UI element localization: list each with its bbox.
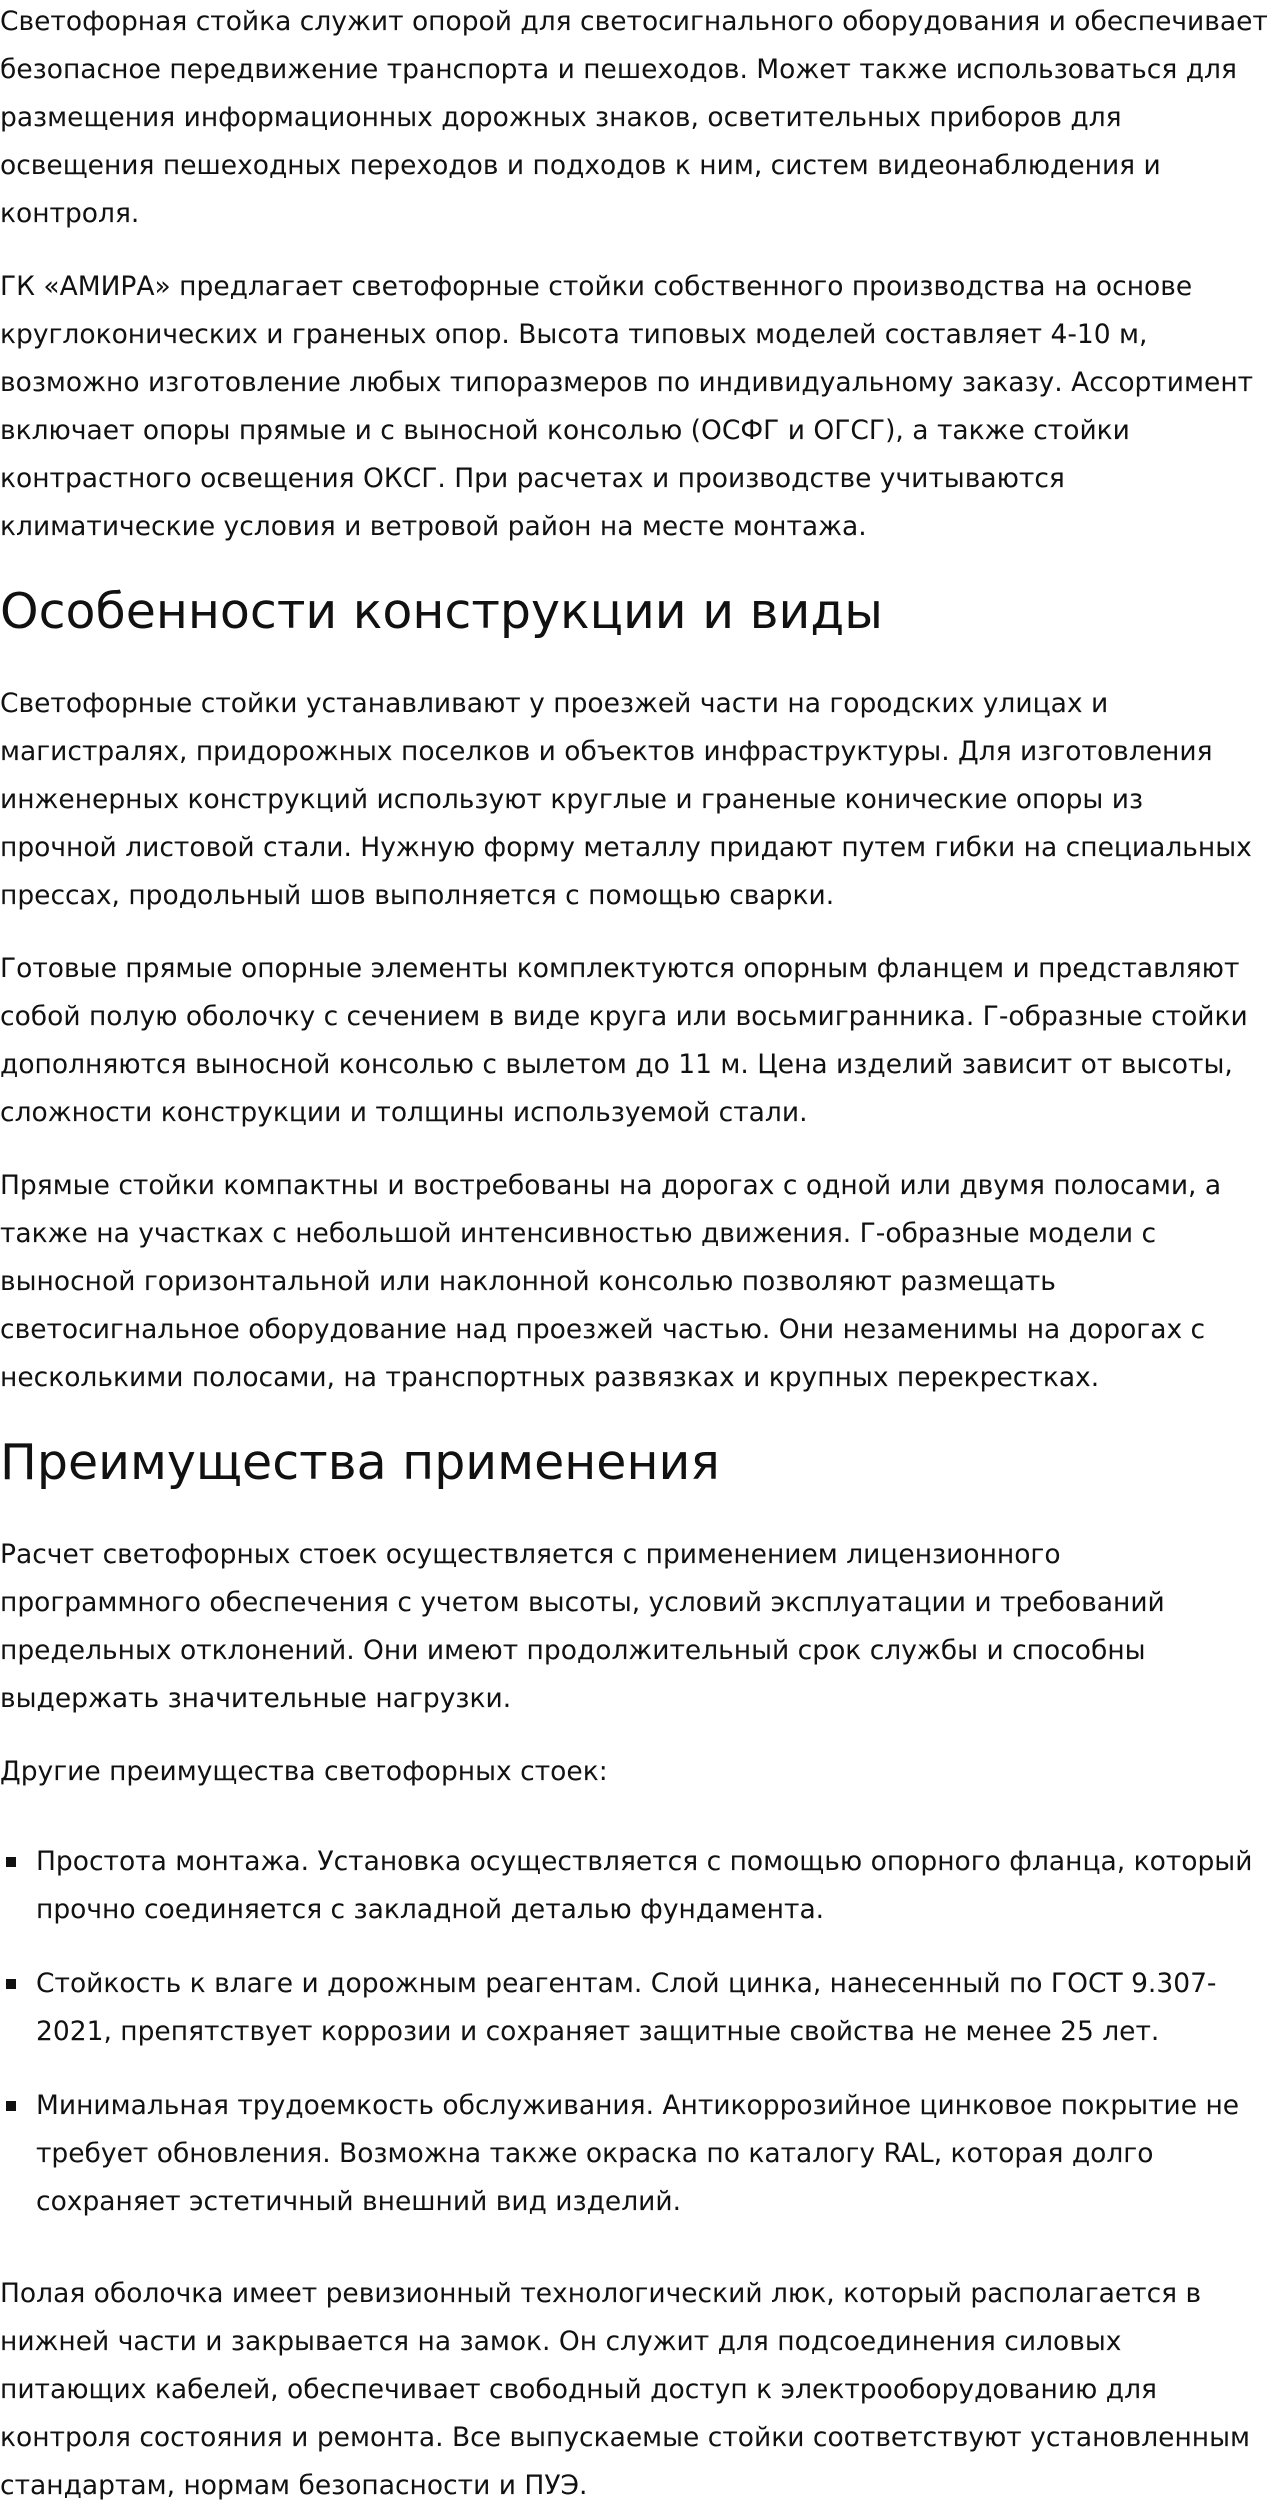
section-heading-construction: Особенности конструкции и виды [0,583,883,640]
construction-paragraph-2: Готовые прямые опорные элементы комплектуются опорным фланцем и представляют собой полую оболочку с сечением в виде круга или восьмигранника. Г-образные стойки дополняются выносной консолью с вылетом до 11 м. Цена изделий зависит от высоты, сложности конструкции и толщины используемой стали. [0,953,1248,1128]
section-heading-advantages: Преимущества применения [0,1434,720,1491]
list-item [0,1960,1268,2056]
list-item-text: Простота монтажа. Установка осуществляется с помощью опорного фланца, который прочно соединяется с закладной деталью фундамента. [36,1846,1253,1925]
list-item-text: Минимальная трудоемкость обслуживания. Антикоррозийное цинковое покрытие не требует обновления. Возможна также окраска по каталогу RAL, которая долго сохраняет эстетичный внешний вид изделий. [36,2090,1240,2217]
list-item [0,1838,1268,1934]
square-bullet-icon [6,1979,16,1989]
list-item [0,2082,1268,2226]
advantages-list [0,1838,1268,2226]
advantages-paragraph-3: Полая оболочка имеет ревизионный технологический люк, который располагается в нижней части и закрывается на замок. Он служит для подсоединения силовых питающих кабелей, обеспечивает свободный доступ к электрооборудованию для контроля состояния и ремонта. Все выпускаемые стойки соответствуют установленным стандартам, нормам безопасности и ПУЭ. [0,2278,1251,2501]
advantages-paragraph-1: Расчет светофорных стоек осуществляется с применением лицензионного программного обеспечения с учетом высоты, условий эксплуатации и требований предельных отклонений. Они имеют продолжительный срок службы и способны выдержать значительные нагрузки. [0,1539,1165,1714]
construction-paragraph-3: Прямые стойки компактны и востребованы на дорогах с одной или двумя полосами, а также на участках с небольшой интенсивностью движения. Г-образные модели с выносной горизонтальной или наклонной консолью позволяют размещать светосигнальное оборудование над проезжей частью. Они незаменимы на дорогах с несколькими полосами, на транспортных развязках и крупных перекрестках. [0,1170,1222,1393]
intro-paragraph-2: ГК «АМИРА» предлагает светофорные стойки собственного производства на основе круглоконических и граненых опор. Высота типовых моделей составляет 4-10 м, возможно изготовление любых типоразмеров по индивидуальному заказу. Ассортимент включает опоры прямые и с выносной консолью (ОСФГ и ОГСГ), а также стойки контрастного освещения ОКСГ. При расчетах и производстве учитываются климатические условия и ветровой район на месте монтажа. [0,271,1254,542]
advantages-intro: Другие преимущества светофорных стоек: [0,1756,608,1787]
square-bullet-icon [6,1857,16,1867]
construction-paragraph-1: Светофорные стойки устанавливают у проезжей части на городских улицах и магистралях, придорожных поселков и объектов инфраструктуры. Для изготовления инженерных конструкций используют круглые и граненые конические опоры из прочной листовой стали. Нужную форму металлу придают путем гибки на специальных прессах, продольный шов выполняется с помощью сварки. [0,688,1252,911]
list-item-text: Стойкость к влаге и дорожным реагентам. Слой цинка, нанесенный по ГОСТ 9.307-2021, препятствует коррозии и сохраняет защитные свойства не менее 25 лет. [36,1968,1217,2047]
square-bullet-icon [6,2101,16,2111]
intro-paragraph-1: Светофорная стойка служит опорой для светосигнального оборудования и обеспечивает безопасное передвижение транспорта и пешеходов. Может также использоваться для размещения информационных дорожных знаков, осветительных приборов для освещения пешеходных переходов и подходов к ним, систем видеонаблюдения и контроля. [0,6,1268,229]
